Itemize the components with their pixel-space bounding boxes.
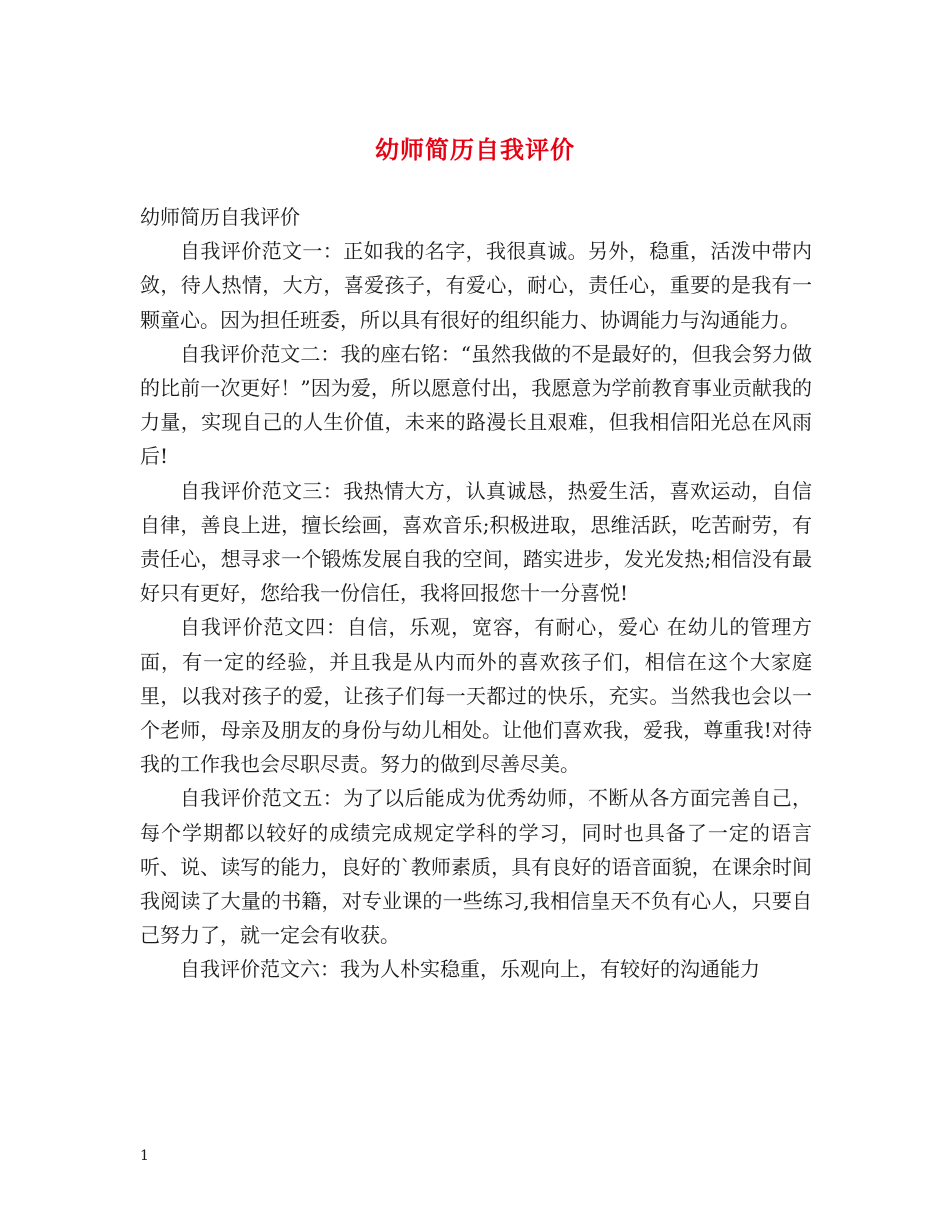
paragraph-2: 自我评价范文二：我的座右铭：“虽然我做的不是最好的，但我会努力做的比前一次更好！”因为爱，所以愿意付出，我愿意为学前教育事业贡献我的力量，实现自己的人生价值，未来的路漫长且艰难，但我相信阳光总在风雨后!: [140, 341, 812, 469]
page-number: 1: [140, 1148, 149, 1164]
paragraph-4: 自我评价范文四：自信，乐观，宽容，有耐心，爱心 在幼儿的管理方面，有一定的经验，并且我是从内而外的喜欢孩子们，相信在这个大家庭里，以我对孩子的爱，让孩子们每一天都过的快乐，充实。当然我也会以一个老师，母亲及朋友的身份与幼儿相处。让他们喜欢我，爱我，尊重我!对待我的工作我也会尽职尽责。努力的做到尽善尽美。: [140, 615, 812, 777]
document-title: 幼师简历自我评价: [375, 135, 575, 164]
paragraph-3: 自我评价范文三：我热情大方，认真诚恳，热爱生活，喜欢运动，自信自律，善良上进，擅长绘画，喜欢音乐;积极进取，思维活跃，吃苦耐劳，有责任心，想寻求一个锻炼发展自我的空间，踏实进步，发光发热;相信没有最好只有更好，您给我一份信任，我将回报您十一分喜悦!: [140, 478, 812, 606]
paragraph-1: 自我评价范文一：正如我的名字，我很真诚。另外，稳重，活泼中带内敛，待人热情，大方，喜爱孩子，有爱心，耐心，责任心，重要的是我有一颗童心。因为担任班委，所以具有很好的组织能力、协调能力与沟通能力。: [140, 239, 812, 332]
document-body: [140, 200, 812, 987]
paragraph-6: 自我评价范文六：我为人朴实稳重，乐观向上，有较好的沟通能力: [180, 957, 760, 982]
document-subtitle: 幼师简历自我评价: [140, 205, 300, 229]
paragraph-5: 自我评价范文五：为了以后能成为优秀幼师，不断从各方面完善自己，每个学期都以较好的成绩完成规定学科的学习，同时也具备了一定的语言听、说、读写的能力，良好的`教师素质，具有良好的语音面貌，在课余时间我阅读了大量的书籍，对专业课的一些练习,我相信皇天不负有心人，只要自己努力了，就一定会有收获。: [140, 786, 812, 948]
